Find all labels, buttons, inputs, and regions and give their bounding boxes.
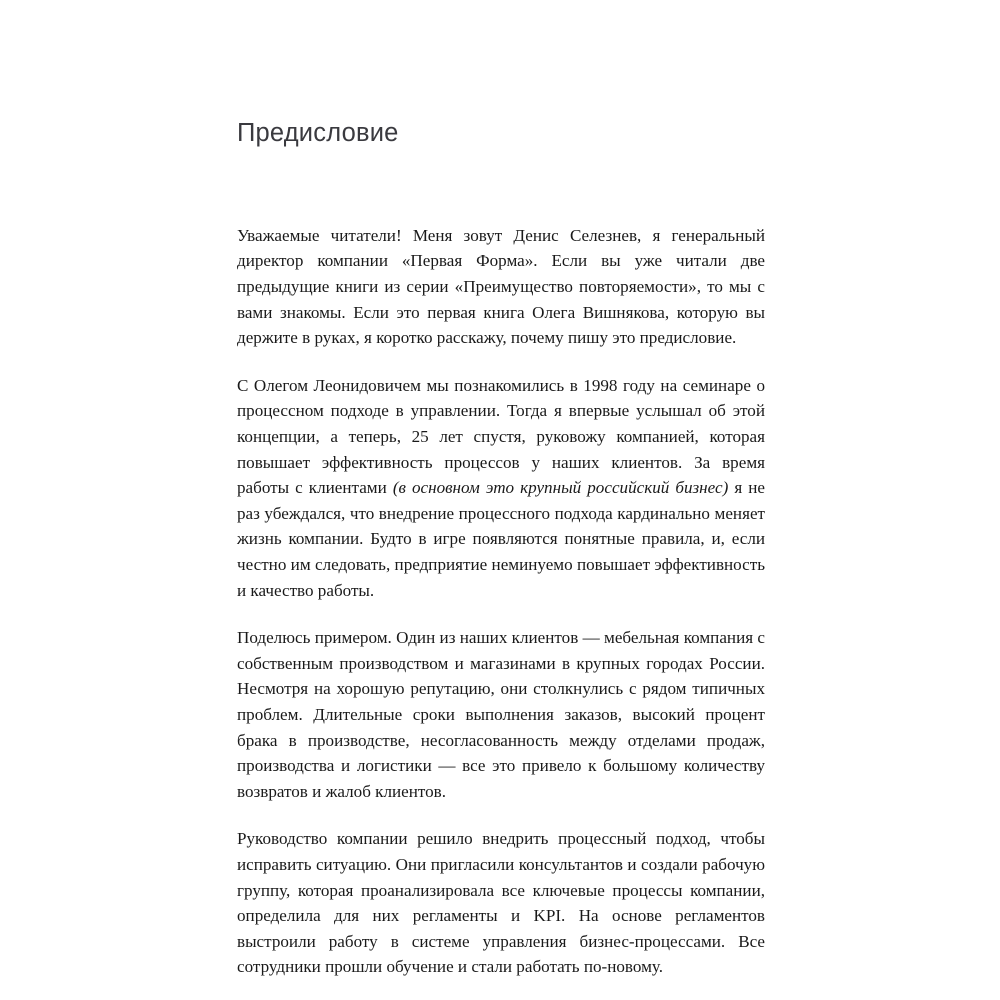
- body-text: [237, 223, 765, 980]
- paragraph: С Олегом Леонидовичем мы познакомились в 1998 году на семинаре о процессном подходе в управлении. Тогда я впервые услышал об этой концепции, а теперь, 25 лет спустя, руковожу компанией, которая повышает эффективность процессов у наших клиентов. За время работы с клиентами (в основном это крупный российский бизнес) я не раз убеждался, что внедрение процессного подхода кардинально меняет жизнь компании. Будто в игре появляются понятные правила, и, если честно им следовать, предприятие неминуемо повышает эффективность и качество работы.: [237, 375, 766, 600]
- page-content: [237, 118, 765, 980]
- paragraph: Поделюсь примером. Один из наших клиентов — мебельная компания с собственным производством и магазинами в крупных городах России. Несмотря на хорошую репутацию, они столкнулись с рядом типичных проблем. Длительные сроки выполнения заказов, высокий процент брака в производстве, несогласованность между отделами продаж, производства и логистики — все это привело к большому количеству возвратов и жалоб клиентов.: [237, 628, 765, 801]
- page-title: Предисловие: [237, 119, 399, 147]
- italic-run: (в основном это крупный российский бизнес): [392, 478, 729, 498]
- paragraph: Уважаемые читатели! Меня зовут Денис Селезнев, я генеральный директор компании «Первая Форма». Если вы уже читали две предыдущие книги из серии «Преимущество повторяемости», то мы с вами знакомы. Если это первая книга Олега Вишнякова, которую вы держите в руках, я коротко расскажу, почему пишу это предисловие.: [237, 225, 765, 348]
- paragraph: Руководство компании решило внедрить процессный подход, чтобы исправить ситуацию. Они пригласили консультантов и создали рабочую группу, которая проанализировала все ключевые процессы компании, определила для них регламенты и KPI. На основе регламентов выстроили работу в системе управления бизнес-процессами. Все сотрудники прошли обучение и стали работать по-новому.: [237, 829, 765, 977]
